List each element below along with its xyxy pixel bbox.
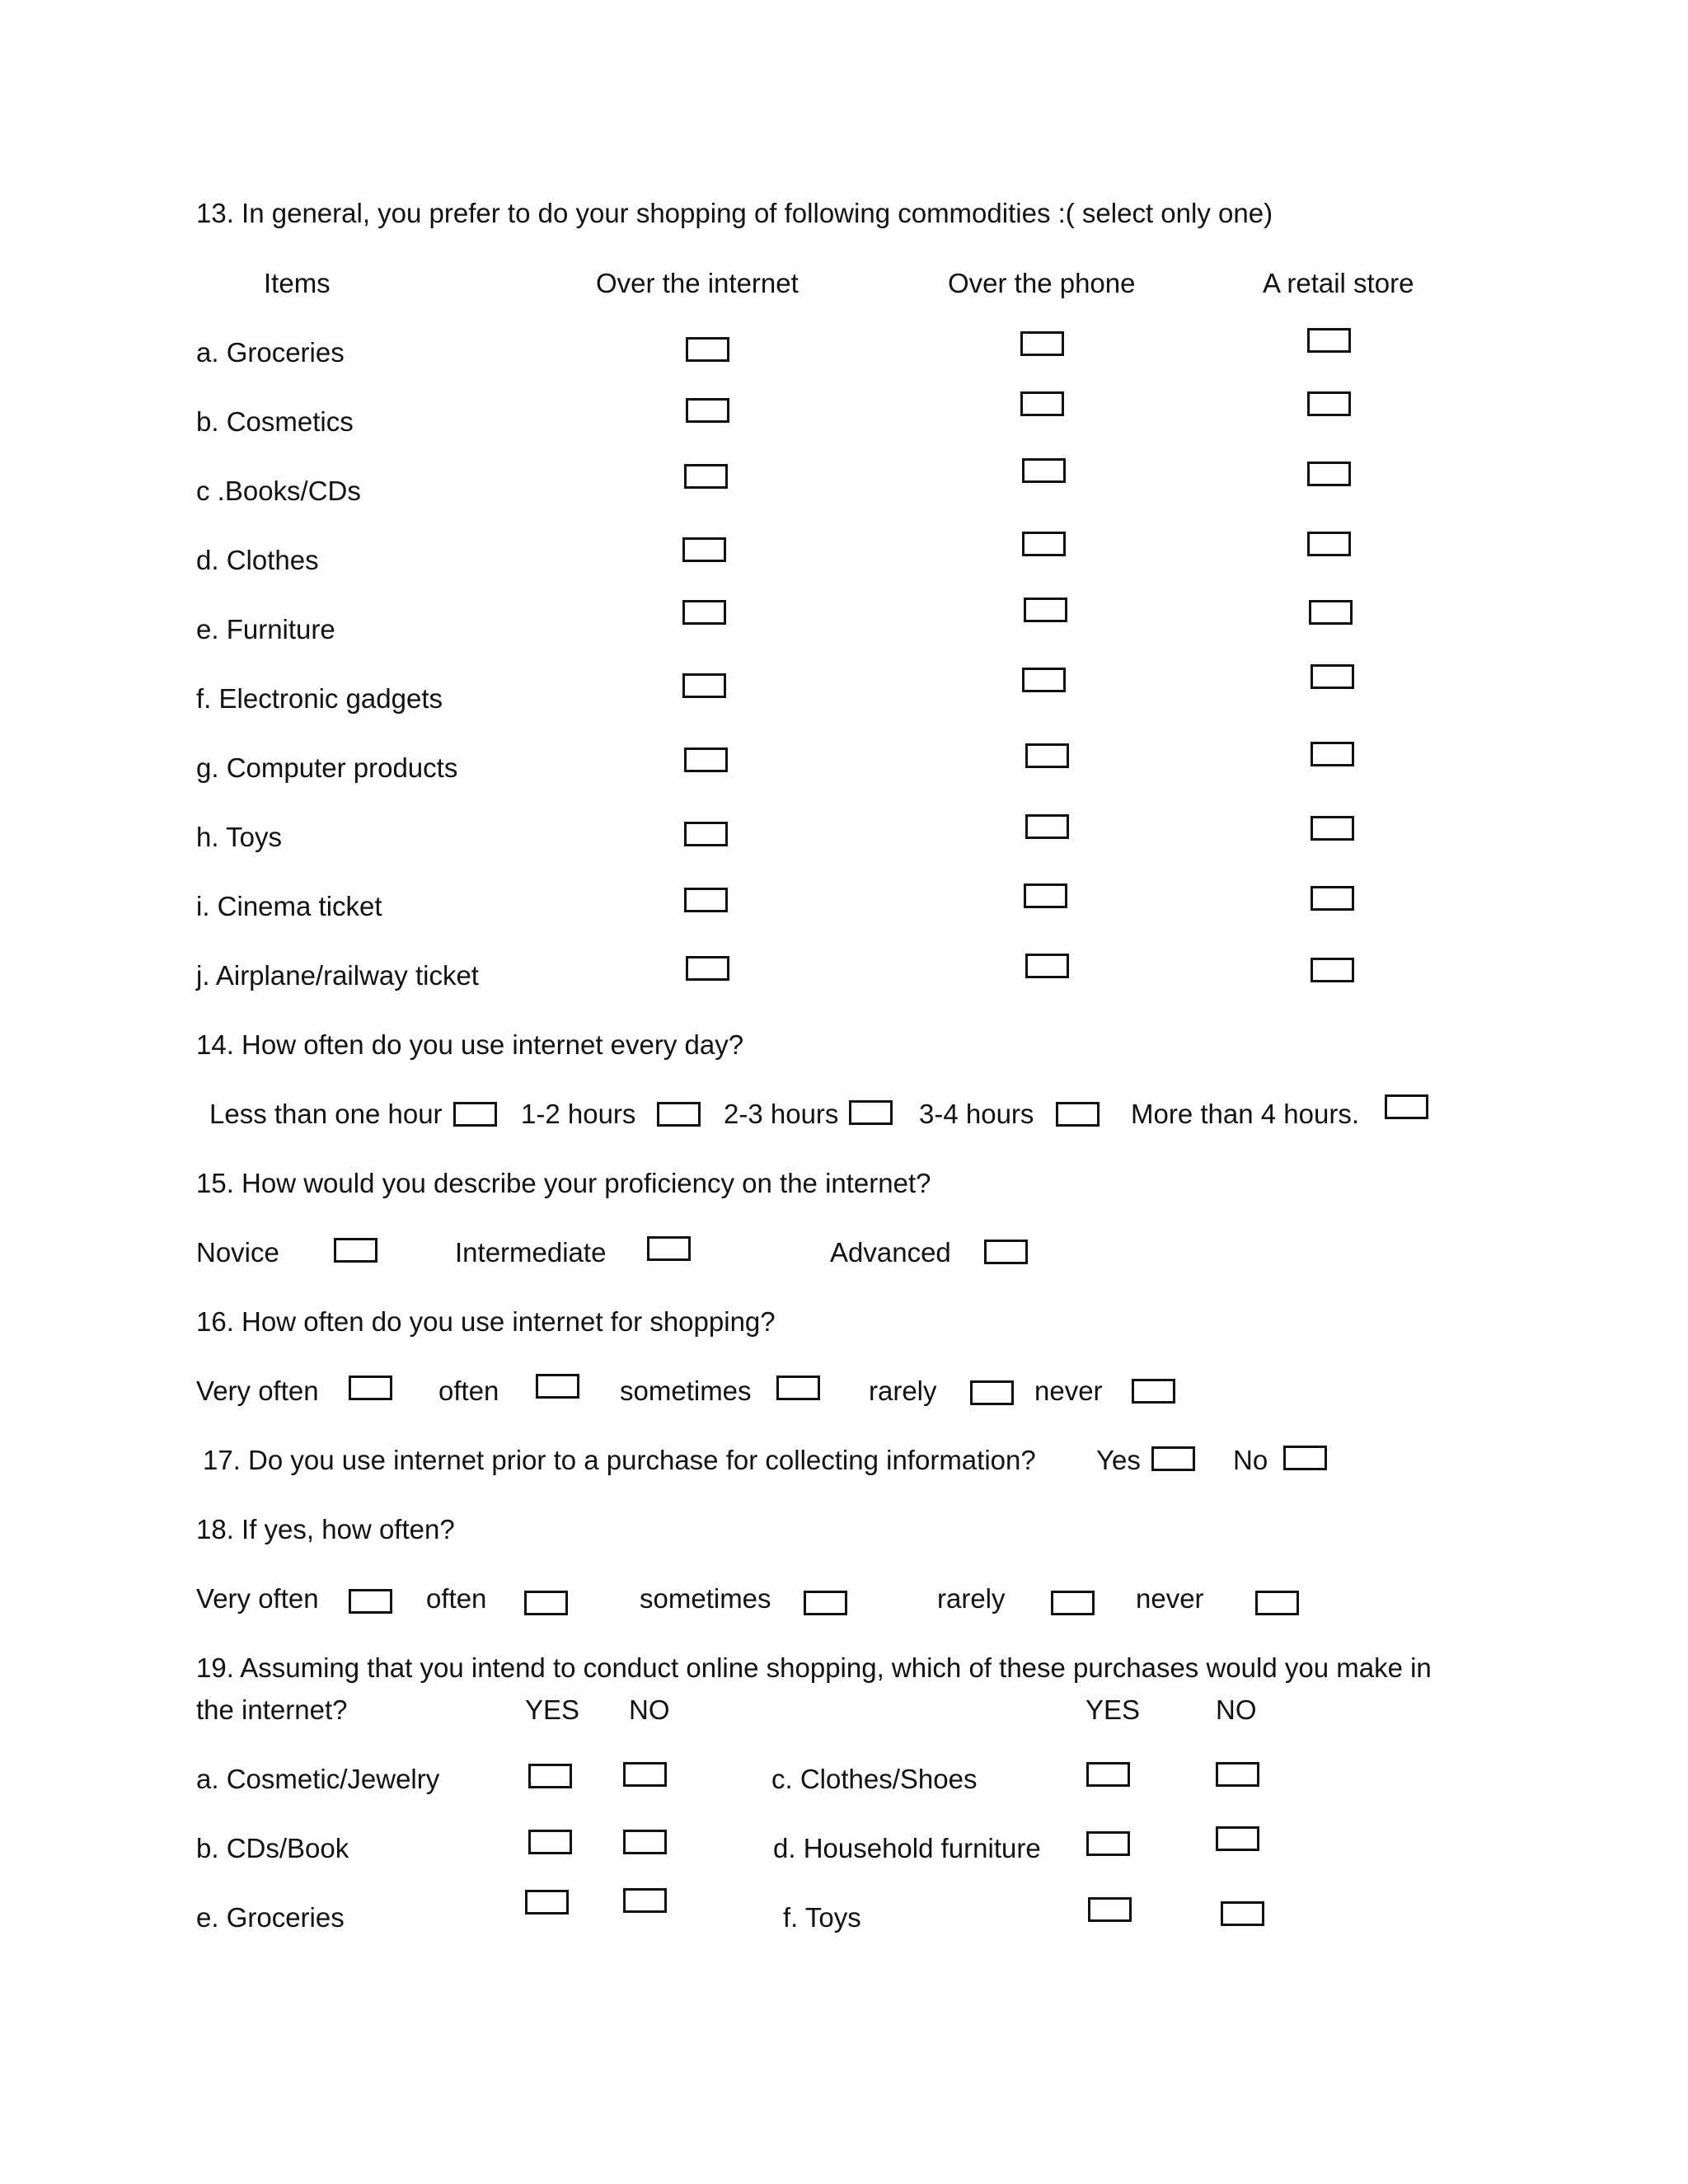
q13-question: 13. In general, you prefer to do your shopping of following commodities :( select only one) [196,198,1273,228]
q14-3-4h-checkbox[interactable] [1056,1102,1100,1127]
q16-option-very-often: Very often [196,1376,319,1406]
q19-cosmetic-no-checkbox[interactable] [623,1762,667,1787]
q13-item-electronic: f. Electronic gadgets [196,683,443,714]
q19-toys-yes-checkbox[interactable] [1088,1897,1132,1922]
q15-advanced-checkbox[interactable] [984,1240,1028,1264]
q13-computer-retail-checkbox[interactable] [1311,742,1354,766]
q13-electronic-retail-checkbox[interactable] [1311,664,1354,689]
q13-item-books: c .Books/CDs [196,476,361,506]
q13-groceries-phone-checkbox[interactable] [1020,331,1064,356]
q13-furniture-phone-checkbox[interactable] [1024,598,1067,622]
q13-furniture-retail-checkbox[interactable] [1309,600,1353,625]
q14-2-3h-checkbox[interactable] [849,1100,893,1125]
q16-often-checkbox[interactable] [536,1374,579,1399]
q19-clothes-no-checkbox[interactable] [1216,1762,1259,1787]
q16-question: 16. How often do you use internet for shopping? [196,1306,776,1337]
q15-intermediate-checkbox[interactable] [647,1236,691,1261]
q13-cinema-internet-checkbox[interactable] [684,888,728,912]
q15-novice-checkbox[interactable] [334,1238,377,1263]
q13-clothes-internet-checkbox[interactable] [682,537,726,562]
q13-cinema-phone-checkbox[interactable] [1024,883,1067,908]
q19-yes-header-left: YES [525,1694,580,1725]
q16-rarely-checkbox[interactable] [970,1380,1014,1405]
q17-option-yes: Yes [1096,1445,1141,1475]
q19-question-line1: 19. Assuming that you intend to conduct online shopping, which of these purchases would you make in [196,1652,1432,1683]
q13-item-toys: h. Toys [196,822,282,852]
q14-question: 14. How often do you use internet every day? [196,1029,744,1060]
q19-question-line2: the internet? [196,1694,348,1725]
q19-item-cosmetic: a. Cosmetic/Jewelry [196,1764,440,1794]
q16-option-sometimes: sometimes [620,1376,752,1406]
q19-item-clothes: c. Clothes/Shoes [771,1764,978,1794]
q13-groceries-retail-checkbox[interactable] [1307,328,1351,353]
q13-clothes-retail-checkbox[interactable] [1307,532,1351,556]
q13-computer-phone-checkbox[interactable] [1025,743,1069,768]
q14-option-3-4h: 3-4 hours [919,1099,1034,1129]
q14-more-4h-checkbox[interactable] [1385,1094,1428,1119]
q14-less-1h-checkbox[interactable] [453,1102,497,1127]
q13-electronic-phone-checkbox[interactable] [1022,668,1066,692]
q13-cosmetics-retail-checkbox[interactable] [1307,391,1351,416]
q13-airplane-internet-checkbox[interactable] [686,956,729,981]
q15-question: 15. How would you describe your proficiency on the internet? [196,1168,931,1198]
q18-very-often-checkbox[interactable] [349,1589,392,1614]
q19-yes-header-right: YES [1085,1694,1141,1725]
q13-toys-internet-checkbox[interactable] [684,822,728,846]
q14-option-less-1h: Less than one hour [209,1099,443,1129]
q13-item-computer: g. Computer products [196,752,458,783]
q18-option-never: never [1136,1583,1204,1614]
q18-question: 18. If yes, how often? [196,1514,455,1544]
q19-item-toys: f. Toys [783,1902,861,1933]
q19-no-header-left: NO [629,1694,670,1725]
q13-books-internet-checkbox[interactable] [684,464,728,489]
q13-electronic-internet-checkbox[interactable] [682,673,726,698]
q19-cosmetic-yes-checkbox[interactable] [528,1764,572,1788]
q13-cosmetics-phone-checkbox[interactable] [1020,391,1064,416]
q14-option-more-4h: More than 4 hours. [1131,1099,1359,1129]
q13-books-phone-checkbox[interactable] [1022,458,1066,483]
q13-computer-internet-checkbox[interactable] [684,748,728,772]
q19-furniture-yes-checkbox[interactable] [1086,1831,1130,1856]
q18-often-checkbox[interactable] [524,1591,568,1615]
q13-toys-phone-checkbox[interactable] [1025,814,1069,839]
q19-cds-yes-checkbox[interactable] [528,1830,572,1854]
q19-item-furniture: d. Household furniture [773,1833,1041,1863]
q18-option-sometimes: sometimes [640,1583,771,1614]
q13-item-clothes: d. Clothes [196,545,319,575]
q19-toys-no-checkbox[interactable] [1221,1901,1264,1926]
q13-cinema-retail-checkbox[interactable] [1311,886,1354,911]
q13-airplane-phone-checkbox[interactable] [1025,954,1069,978]
q17-option-no: No [1233,1445,1268,1475]
q16-very-often-checkbox[interactable] [349,1376,392,1400]
q19-no-header-right: NO [1216,1694,1257,1725]
q15-option-novice: Novice [196,1237,279,1268]
q18-rarely-checkbox[interactable] [1051,1591,1095,1615]
q15-option-advanced: Advanced [830,1237,951,1268]
q16-option-often: often [438,1376,499,1406]
q14-option-2-3h: 2-3 hours [724,1099,839,1129]
q13-furniture-internet-checkbox[interactable] [682,600,726,625]
q16-option-rarely: rarely [869,1376,937,1406]
q19-item-cds: b. CDs/Book [196,1833,349,1863]
q18-option-very-often: Very often [196,1583,319,1614]
q13-airplane-retail-checkbox[interactable] [1311,958,1354,982]
q14-1-2h-checkbox[interactable] [657,1102,701,1127]
q13-item-airplane: j. Airplane/railway ticket [196,960,479,991]
q13-header-internet: Over the internet [596,268,799,298]
q19-cds-no-checkbox[interactable] [623,1830,667,1854]
q15-option-intermediate: Intermediate [455,1237,607,1268]
q18-sometimes-checkbox[interactable] [804,1591,847,1615]
q16-never-checkbox[interactable] [1132,1379,1175,1404]
q19-groceries-yes-checkbox[interactable] [525,1890,569,1915]
q13-header-items: Items [264,268,331,298]
q19-clothes-yes-checkbox[interactable] [1086,1762,1130,1787]
q18-option-often: often [426,1583,487,1614]
q13-groceries-internet-checkbox[interactable] [686,337,729,362]
q13-item-furniture: e. Furniture [196,614,335,644]
q13-books-retail-checkbox[interactable] [1307,462,1351,486]
q17-question: 17. Do you use internet prior to a purchase for collecting information? [203,1445,1036,1475]
q16-option-never: never [1034,1376,1103,1406]
q13-toys-retail-checkbox[interactable] [1311,816,1354,841]
q13-cosmetics-internet-checkbox[interactable] [686,398,729,423]
q13-item-cosmetics: b. Cosmetics [196,406,354,437]
q14-option-1-2h: 1-2 hours [521,1099,636,1129]
q13-item-groceries: a. Groceries [196,337,345,368]
q18-option-rarely: rarely [937,1583,1006,1614]
q19-furniture-no-checkbox[interactable] [1216,1826,1259,1851]
q13-item-cinema: i. Cinema ticket [196,891,382,921]
q17-no-checkbox[interactable] [1283,1446,1327,1470]
q19-groceries-no-checkbox[interactable] [623,1888,667,1913]
q13-clothes-phone-checkbox[interactable] [1022,532,1066,556]
q19-item-groceries: e. Groceries [196,1902,345,1933]
q18-never-checkbox[interactable] [1255,1591,1299,1615]
q13-header-retail: A retail store [1263,268,1414,298]
q13-header-phone: Over the phone [948,268,1136,298]
q16-sometimes-checkbox[interactable] [776,1376,820,1400]
q17-yes-checkbox[interactable] [1151,1446,1195,1471]
